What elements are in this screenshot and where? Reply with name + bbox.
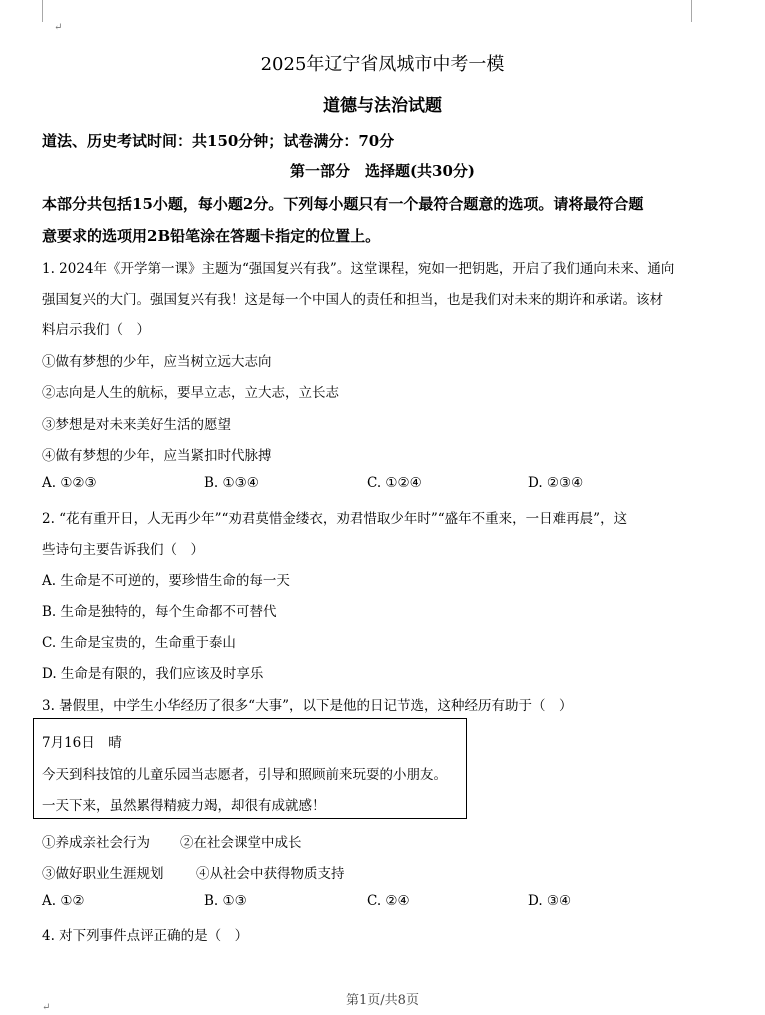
diary-line-2: 一天下来，虽然累得精疲力竭，却很有成就感！ [42, 798, 326, 814]
q2-stem-line-1: 2. “花有重开日，人无再少年”“劝君莫惜金缕衣，劝君惜取少年时”“盛年不重来，一日难再晨”，这 [42, 511, 628, 527]
q1-stem-line-2: 强国复兴的大门。强国复兴有我！这是每一个中国人的责任和担当，也是我们对未来的期许和承诺。该材 [42, 292, 663, 308]
q3-stem-line-1: 3. 暑假里，中学生小华经历了很多“大事”，以下是他的日记节选，这种经历有助于（ ） [42, 698, 573, 714]
q1-stem-line-1: 1. 2024年《开学第一课》主题为“强国复兴有我”。这堂课程，宛如一把钥匙，开启了我们通向未来、通向 [42, 261, 675, 277]
q3-choice-d: D. ③④ [528, 893, 572, 909]
q3-choice-b: B. ①③ [204, 893, 247, 909]
diary-date: 7月16日 晴 [42, 735, 122, 751]
q1-choice-d: D. ②③④ [528, 475, 584, 491]
q2-choice-a: A. 生命是不可逆的，要珍惜生命的每一天 [42, 573, 290, 589]
q1-item-2: ②志向是人生的航标，要早立志，立大志，立长志 [42, 385, 339, 401]
q1-choice-b: B. ①③④ [204, 475, 259, 491]
q2-choice-c: C. 生命是宝贵的，生命重于泰山 [42, 635, 236, 651]
q3-item-2: ②在社会课堂中成长 [180, 835, 302, 851]
subject-title: 道德与法治试题 [323, 96, 442, 116]
q1-choice-a: A. ①②③ [42, 475, 97, 491]
q1-item-4: ④做有梦想的少年，应当紧扣时代脉搏 [42, 448, 272, 464]
diary-line-1: 今天到科技馆的儿童乐园当志愿者，引导和照顾前来玩耍的小朋友。 [42, 767, 447, 783]
q3-item-4: ④从社会中获得物质支持 [196, 866, 345, 882]
page-number: 第1页/共8页 [346, 993, 419, 1008]
exam-info: 道法、历史考试时间：共150分钟；试卷满分：70分 [42, 132, 395, 150]
q1-stem-line-3: 料启示我们（ ） [42, 322, 150, 338]
crop-mark-right [691, 0, 692, 22]
exam-title: 2025年辽宁省凤城市中考一模 [260, 54, 505, 75]
q2-choice-d: D. 生命是有限的，我们应该及时享乐 [42, 666, 264, 682]
q3-choice-a: A. ①② [42, 893, 85, 909]
paragraph-mark-bottom: ↵ [42, 1002, 51, 1013]
instructions-line-2: 意要求的选项用2B铅笔涂在答题卡指定的位置上。 [42, 227, 381, 245]
q1-choice-c: C. ①②④ [367, 475, 422, 491]
q1-item-3: ③梦想是对未来美好生活的愿望 [42, 417, 231, 433]
q2-stem-line-2: 些诗句主要告诉我们（ ） [42, 542, 204, 558]
q3-item-1: ①养成亲社会行为 [42, 835, 150, 851]
instructions-line-1: 本部分共包括15小题，每小题2分。下列每小题只有一个最符合题意的选项。请将最符合题 [42, 195, 644, 213]
q3-choice-c: C. ②④ [367, 893, 410, 909]
q3-item-3: ③做好职业生涯规划 [42, 866, 164, 882]
crop-mark-left [42, 0, 43, 22]
q2-choice-b: B. 生命是独特的，每个生命都不可替代 [42, 604, 277, 620]
q1-item-1: ①做有梦想的少年，应当树立远大志向 [42, 354, 272, 370]
q4-stem-line-1: 4. 对下列事件点评正确的是（ ） [42, 928, 249, 944]
paragraph-mark-top: ↵ [54, 22, 63, 33]
section-title: 第一部分 选择题(共30分) [289, 162, 476, 180]
